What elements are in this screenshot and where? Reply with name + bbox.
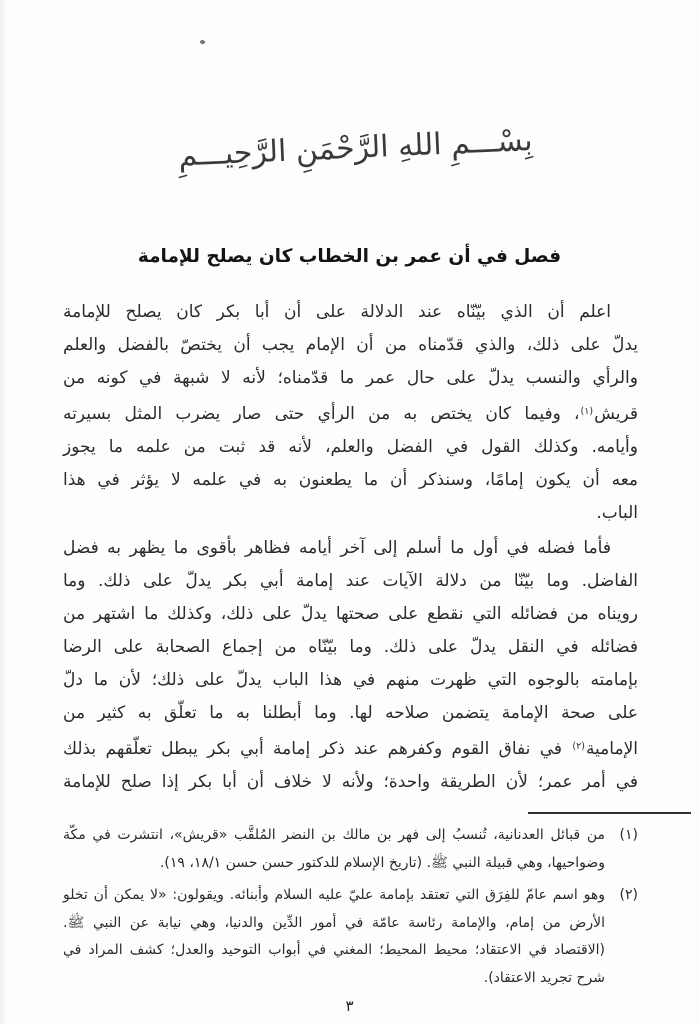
text-line: وأيامه. وكذلك القول في الفضل والعلم، لأنه قد ثبت من علمه ما يجوز: [63, 437, 638, 457]
text-line: بإمامته بالوجوه التي ظهرت منهم في هذا الباب يدلّ على ذلك؛ لأن ما دلّ: [63, 670, 638, 690]
text-line: فضائله في النقل يدلّ على ذلك. وما بيّنّاه من إجماع الصحابة على الرضا: [63, 637, 638, 657]
body-text: [63, 296, 638, 799]
text-line: يدلّ على ذلك، والذي قدّمناه من أن الإمام يجب أن يختصّ بالفضل والعلم: [63, 335, 638, 355]
ink-speck: [199, 39, 205, 45]
footnote-line: (الاقتصاد في الاعتقاد؛ محيط المحيط؛ المغني في أبواب التوحيد والعدل؛ كشف المراد في: [63, 942, 605, 958]
footnote-line: من قبائل العدنانية، تُنسبُ إلى فهر بن مالك بن النضر المُلقَّب «قريش»، انتشرت في مكّة: [63, 827, 605, 843]
text-line: الفاضل. وما بيّنّا من دلالة الآيات عند إمامة أبي بكر يدلّ على ذلك. وما: [63, 571, 638, 591]
footnotes: [63, 822, 638, 992]
footnote-line: الأرض من إمام، والإمامة رئاسة عامّة في أمور الدِّين والدنيا، وهي نيابة عن النبي ﷺ.: [63, 914, 605, 931]
footnote-marker: (٢): [619, 887, 638, 903]
footnote-marker: (١): [619, 827, 638, 843]
footnote-line: وضواحيها، وهي قبيلة النبي ﷺ. (تاريخ الإسلام للدكتور حسن حسن ١٨/١، ١٩).: [159, 854, 605, 871]
text-line: الباب.: [596, 503, 638, 523]
text-line: في أمر عمر؛ لأن الطريقة واحدة؛ ولأنه لا خلاف أن أبا بكر إذا صلح للإمامة: [63, 772, 638, 792]
footnote-ref: (١): [580, 406, 594, 417]
text-line: اعلم أن الذي بيّنّاه عند الدلالة على أن أبا بكر كان يصلح للإمامة: [63, 302, 611, 322]
footnote: [63, 882, 638, 992]
footnote-line: شرح تجريد الاعتقاد).: [483, 969, 605, 986]
text-line: فأما فضله في أول ما أسلم إلى آخر أيامه فظاهر بأقوى ما يظهر به فضل: [63, 538, 611, 558]
paragraph: [63, 296, 638, 530]
text-line: قريش$^{(١)}$، وفيما كان يختص به من الرأي حتى صار يضرب المثل بسيرته: [63, 404, 638, 424]
paragraph: [63, 532, 638, 799]
footnote: [63, 822, 638, 877]
footnote-divider: [528, 812, 691, 814]
footnote-line: وهو اسم عامّ للفِرَق التي تعتقد بإمامة عليّ عليه السلام وأبنائه. ويقولون: «لا يمكن أن تخلو: [63, 887, 605, 903]
chapter-heading: فصل في أن عمر بن الخطاب كان يصلح للإمامة: [137, 246, 562, 267]
text-line: على صحة الإمامة يتضمن صلاحه لها. وما أبطلنا به ما تعلّق به كثير من: [63, 703, 638, 723]
text-line: معه أن يكون إمامًا، وسنذكر أن ما يطعنون به في علمه لا يؤثر في هذا: [63, 470, 638, 490]
bismillah-calligraphy: بِسْـــمِ اللهِ الرَّحْمَنِ الرَّحِيـــمِ: [177, 123, 534, 174]
text-line: والرأي والنسب يدلّ على حال عمر ما قدّمناه؛ لأنه لا شبهة في كونه من: [63, 368, 638, 388]
text-line: رويناه من فضائله التي نقطع على صحتها يدلّ على ذلك، وكذلك ما اشتهر من: [63, 604, 638, 624]
footnote-ref: (٢): [572, 741, 585, 752]
page-number: ٣: [345, 997, 354, 1015]
text-line: الإمامية$^{(٢)}$ في نفاق القوم وكفرهم عند ذكر إمامة أبي بكر يبطل تعلّقهم بذلك: [63, 739, 638, 759]
